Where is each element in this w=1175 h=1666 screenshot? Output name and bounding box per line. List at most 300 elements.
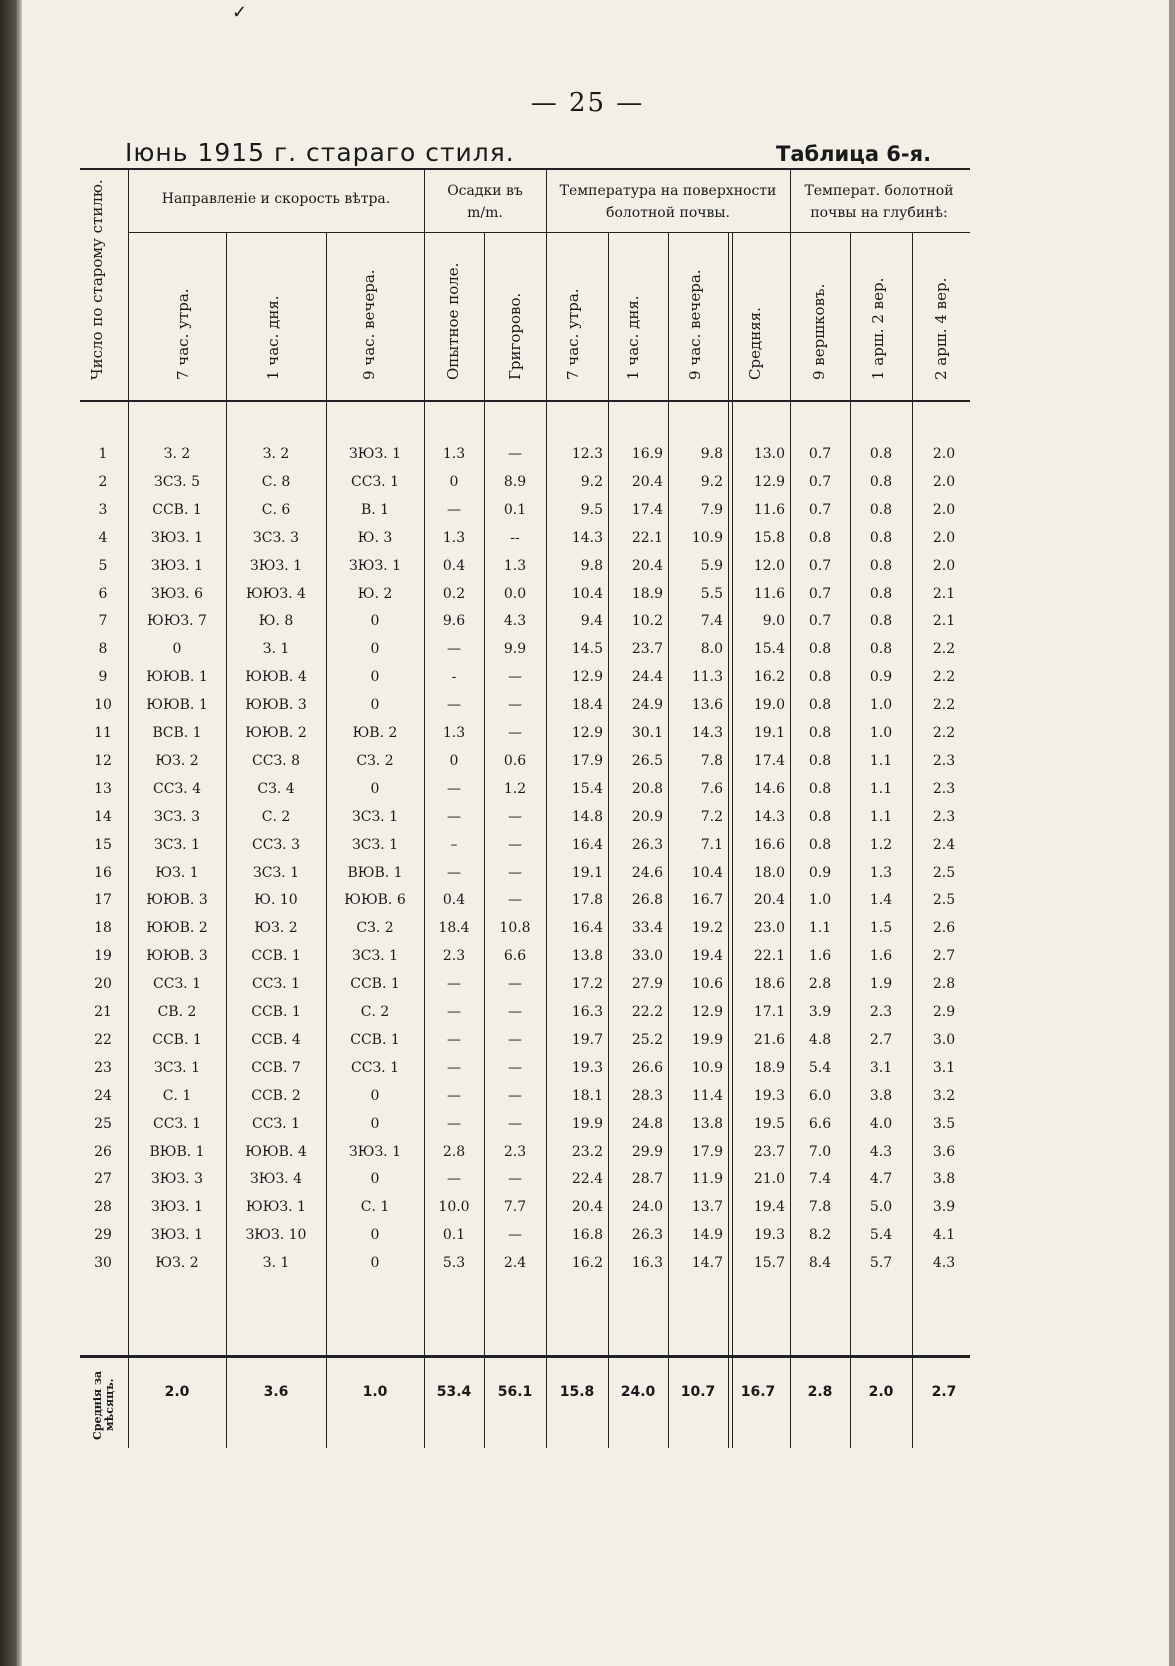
table-cell: 2.2 [932,697,956,714]
table-cell: 19.4 [691,948,723,965]
table-cell: 12.9 [691,1004,723,1020]
table-cell: — [447,1115,461,1132]
table-cell: 2.1 [932,585,956,602]
table-cell: 0 [370,1087,380,1104]
table-cell: 7.4 [808,1171,832,1188]
table-cell: 3.5 [932,1115,956,1132]
table-cell: 26.8 [631,892,663,909]
table-cell: 17.1 [753,1004,785,1020]
table-cell: 4.3 [869,1143,893,1160]
table-cell: 1.1 [869,752,893,769]
rule-col-1 [226,232,227,1448]
table-cell: 23.7 [631,641,663,658]
table-cell: 1.9 [869,976,893,993]
table-cell: 2.4 [932,836,956,853]
table-cell: ЮЮВ. 4 [245,1143,307,1160]
table-cell: ЗСЗ. 1 [154,1059,200,1076]
table-cell: 4.3 [932,1255,956,1272]
table-cell: 2.2 [932,725,956,741]
table-cell: ССВ. 1 [251,948,301,965]
average-cell: 15.8 [559,1384,595,1400]
table-cell: 21.6 [753,1031,785,1048]
rule-header-bottom [80,400,970,402]
table-cell: 6.6 [503,948,527,965]
table-cell: 1.3 [869,864,893,881]
average-cell: 53.4 [436,1384,472,1400]
table-cell: 11.9 [691,1171,723,1188]
table-cell: 20.9 [631,808,663,825]
table-cell: 18.4 [571,697,603,714]
table-cell: — [447,808,461,825]
table-cell: — [508,697,522,714]
table-cell: 13.8 [691,1115,723,1132]
table-cell: З. 1 [262,1255,290,1272]
table-cell: 1.6 [869,948,893,965]
table-cell: ССЗ. 4 [153,780,201,797]
table-cell: 5.4 [869,1227,893,1244]
table-cell: 9.2 [580,473,603,490]
table-cell: ВСВ. 1 [152,725,202,741]
table-cell: 26.5 [631,752,663,769]
table-cell: ССЗ. 1 [252,1115,300,1132]
table-cell: 20.8 [631,780,663,797]
table-cell: 8.0 [700,641,723,658]
table-cell: 9.2 [700,473,723,490]
table-cell: С. 1 [162,1087,192,1104]
table-cell: 0 [370,1227,380,1244]
table-cell: 10.9 [691,529,723,546]
table-cell: 9.6 [442,613,466,630]
table-cell: 19.3 [753,1087,785,1104]
table-cell: 3.0 [932,1031,956,1048]
table-cell: 10.8 [499,920,531,937]
table-cell: 0.8 [808,836,832,853]
table-cell: 3 [98,501,108,518]
rule-depth-sub [790,232,970,233]
average-cell: 56.1 [497,1384,533,1400]
table-cell: 2.8 [808,976,832,993]
table-cell: ССВ. 1 [350,1031,400,1048]
table-cell: 10.9 [691,1059,723,1076]
table-cell: 4.8 [808,1031,832,1048]
table-cell: 12.3 [571,446,603,462]
table-cell: 25.2 [631,1031,663,1048]
table-cell: ЮЮВ. 1 [146,669,208,686]
table-cell: 9.4 [580,613,603,630]
table-cell: З. 1 [262,641,290,658]
table-cell: 9.8 [700,446,723,462]
table-cell: 23.2 [571,1143,603,1160]
table-cell: ЗСЗ. 3 [154,808,200,825]
col-header-precip-grig: Григорово. [506,292,524,380]
table-cell: З. 2 [262,446,290,462]
table-cell: 12.9 [571,669,603,686]
table-cell: 0.7 [808,557,832,574]
table-cell: ССЗ. 1 [351,473,399,490]
table-cell: ЗСЗ. 1 [154,836,200,853]
col-header-temp-1: 1 час. дня. [624,295,642,380]
table-cell: ССЗ. 1 [153,976,201,993]
table-cell: 24 [94,1087,112,1104]
table-cell: 21 [94,1004,112,1020]
table-cell: 15.4 [571,780,603,797]
table-cell: 2.0 [932,446,956,462]
table-cell: 2.4 [503,1255,527,1272]
table-cell: 19.1 [753,725,785,741]
table-cell: ЮЮЗ. 1 [246,1199,306,1216]
table-cell: 1.3 [442,725,466,741]
table-cell: 19.4 [753,1199,785,1216]
table-cell: 0 [172,641,182,658]
table-cell: 6 [98,585,108,602]
table-cell: 24.4 [631,669,663,686]
table-cell: 0.8 [808,669,832,686]
table-cell: 7.7 [503,1199,527,1216]
table-cell: 8.2 [808,1227,832,1244]
table-cell: 3.8 [869,1087,893,1104]
table-cell: 22.4 [571,1171,603,1188]
table-cell: 4.0 [869,1115,893,1132]
table-cell: 16 [94,864,112,881]
table-cell: 2.7 [932,948,956,965]
table-number: Таблица 6-я. [776,142,932,166]
table-cell: СЗ. 2 [356,920,394,937]
table-cell: 10.4 [691,864,723,881]
table-cell: 0.8 [869,557,893,574]
table-cell: ЮЮЗ. 4 [246,585,306,602]
table-cell: 13.7 [691,1199,723,1216]
table-cell: 5.4 [808,1059,832,1076]
average-cell: 16.7 [740,1384,776,1400]
table-cell: 2.7 [869,1031,893,1048]
table-cell: 9.5 [580,501,603,518]
table-cell: 19.3 [753,1227,785,1244]
table-cell: СЗ. 4 [257,780,295,797]
table-cell: 14.9 [691,1227,723,1244]
table-cell: ЗСЗ. 3 [253,529,299,546]
table-cell: 9.8 [580,557,603,574]
table-cell: 1.5 [869,920,893,937]
table-cell: -- [510,529,520,546]
col-header-precip-field: Опытное поле. [444,262,462,380]
col-header-wind-9: 9 час. вечера. [360,269,378,380]
table-cell: ЗЮЗ. 1 [151,1227,203,1244]
table-cell: 0.7 [808,473,832,490]
table-cell: 33.0 [631,948,663,965]
table-cell: — [508,1004,522,1020]
col-header-depth-2a4v: 2 арш. 4 вер. [932,277,950,380]
table-cell: 0.6 [503,752,527,769]
table-cell: ССВ. 7 [251,1059,301,1076]
table-cell: — [508,1171,522,1188]
table-cell: 7 [98,613,108,630]
table-cell: 15.4 [753,641,785,658]
average-cell: 2.0 [868,1384,894,1400]
table-cell: 5.0 [869,1199,893,1216]
table-cell: 10.2 [631,613,663,630]
table-cell: 23.7 [753,1143,785,1160]
table-cell: 4 [98,529,108,546]
table-cell: 13 [94,780,112,797]
averages-label: Среднія за мѣсяцъ. [91,1370,116,1440]
table-cell: 2.3 [932,752,956,769]
table-cell: 24.0 [631,1199,663,1216]
table-cell: 0.7 [808,446,832,462]
table-cell: 7.0 [808,1143,832,1160]
table-cell: 0.8 [869,501,893,518]
table-cell: 21.0 [753,1171,785,1188]
table-cell: 0.7 [808,585,832,602]
table-cell: 17.9 [571,752,603,769]
table-cell: В. 1 [360,501,390,518]
table-cell: ЗСЗ. 1 [352,808,398,825]
table-cell: 3.8 [932,1171,956,1188]
average-cell: 1.0 [362,1384,388,1400]
table-cell: 0 [370,613,380,630]
table-cell: 0.7 [808,501,832,518]
table-cell: ССВ. 1 [152,501,202,518]
table-cell: 7.8 [808,1199,832,1216]
table-cell: ЗСЗ. 5 [154,473,200,490]
table-cell: 16.9 [631,446,663,462]
table-cell: 3.9 [932,1199,956,1216]
table-cell: 19.9 [571,1115,603,1132]
table-cell: ЗЮЗ. 4 [250,1171,302,1188]
col-header-wind-7: 7 час. утра. [174,288,192,380]
table-cell: — [447,976,461,993]
table-cell: 13.8 [571,948,603,965]
table-cell: 2.3 [932,808,956,825]
table-cell: 12 [94,752,112,769]
group-header-depth-temp: Температ. болотной почвы на глубинѣ: [804,183,954,221]
table-cell: 11 [94,725,112,741]
table-cell: — [447,1087,461,1104]
table-cell: — [447,1059,461,1076]
table-cell: 18 [94,920,112,937]
table-cell: 14.6 [753,780,785,797]
table-cell: 2.6 [932,920,956,937]
table-cell: 0.8 [869,473,893,490]
table-cell: 0 [370,669,380,686]
table-cell: 1.0 [869,725,893,741]
table-cell: 25 [94,1115,112,1132]
table-cell: 2.5 [932,864,956,881]
table-cell: 2.2 [932,641,956,658]
table-cell: 8.4 [808,1255,832,1272]
table-cell: 1.0 [869,697,893,714]
col-header-temp-9: 9 час. вечера. [686,269,704,380]
page-edge [1169,0,1175,1666]
table-cell: Ю. 2 [357,585,393,602]
table-cell: — [508,892,522,909]
table-cell: 1 [98,446,108,462]
table-cell: ЗЮЗ. 1 [349,557,401,574]
table-cell: 10.6 [691,976,723,993]
table-cell: 0.9 [808,864,832,881]
table-cell: ЮЗ. 2 [155,752,199,769]
table-cell: — [447,641,461,658]
table-cell: 16.4 [571,920,603,937]
average-cell: 3.6 [263,1384,289,1400]
table-cell: — [508,1115,522,1132]
table-cell: 24.8 [631,1115,663,1132]
table-cell: 0 [370,780,380,797]
table-cell: ССВ. 1 [152,1031,202,1048]
table-cell: ЮЮВ. 3 [146,892,208,909]
table-cell: 30.1 [631,725,663,741]
table-cell: 5.5 [700,585,723,602]
table-cell: ЮВ. 2 [352,725,398,741]
table-cell: 0 [370,1255,380,1272]
table-cell: 14.3 [571,529,603,546]
table-cell: 19.3 [571,1059,603,1076]
table-cell: ЗСЗ. 1 [253,864,299,881]
table-cell: 0.8 [869,613,893,630]
table-cell: 16.8 [571,1227,603,1244]
table-cell: ЗЮЗ. 1 [151,529,203,546]
col-header-depth-9v: 9 вершковъ. [810,283,828,380]
average-cell: 2.8 [807,1384,833,1400]
table-cell: 26.3 [631,1227,663,1244]
table-cell: 14.3 [753,808,785,825]
table-cell: 1.1 [808,920,832,937]
table-cell: 26 [94,1143,112,1160]
table-cell: 9 [98,669,108,686]
table-cell: 17 [94,892,112,909]
table-cell: 1.2 [869,836,893,853]
book-spine-shadow [0,0,22,1666]
table-cell: 16.2 [571,1255,603,1272]
table-cell: 3.2 [932,1087,956,1104]
table-cell: 1.4 [869,892,893,909]
table-cell: ЗЮЗ. 6 [151,585,203,602]
table-cell: Ю. 8 [258,613,294,630]
table-cell: — [508,1059,522,1076]
table-cell: 3.6 [932,1143,956,1160]
table-cell: СВ. 2 [157,1004,197,1020]
table-cell: 11.3 [691,669,723,686]
table-cell: 0.8 [869,641,893,658]
table-cell: 29 [94,1227,112,1244]
table-cell: ССЗ. 3 [252,836,300,853]
table-cell: 0.8 [808,529,832,546]
table-cell: 1.0 [808,892,832,909]
table-cell: 10.0 [438,1199,470,1216]
table-cell: 16.3 [571,1004,603,1020]
average-cell: 10.7 [680,1384,716,1400]
table-cell: 4.7 [869,1171,893,1188]
table-cell: 2.9 [932,1004,956,1020]
table-cell: 0 [370,641,380,658]
table-cell: 19.9 [691,1031,723,1048]
table-cell: 0.8 [808,752,832,769]
table-cell: ЗСЗ. 1 [352,948,398,965]
table-cell: ЗЮЗ. 1 [151,557,203,574]
table-cell: 18.4 [438,920,470,937]
table-cell: — [508,1031,522,1048]
table-cell: ЮЮЗ. 7 [147,613,207,630]
table-cell: 2.3 [869,1004,893,1020]
table-cell: 11.4 [691,1087,723,1104]
table-cell: ЮЮВ. 4 [245,669,307,686]
table-cell: ССВ. 2 [251,1087,301,1104]
table-cell: ЮЗ. 2 [155,1255,199,1272]
table-cell: 1.6 [808,948,832,965]
table-cell: 19 [94,948,112,965]
table-cell: 15.7 [753,1255,785,1272]
table-cell: ССЗ. 1 [252,976,300,993]
table-cell: 15.8 [753,529,785,546]
table-cell: 19.5 [753,1115,785,1132]
average-cell: 2.7 [931,1384,957,1400]
table-cell: 14.5 [571,641,603,658]
table-cell: ЮЗ. 1 [155,864,199,881]
table-cell: 19.7 [571,1031,603,1048]
table-cell: 23.0 [753,920,785,937]
table-cell: 16.6 [753,836,785,853]
table-cell: 7.2 [700,808,723,825]
table-cell: ССВ. 4 [251,1031,301,1048]
table-cell: С. 2 [360,1004,390,1020]
table-cell: 2.0 [932,557,956,574]
table-cell: 0.8 [808,780,832,797]
col-header-temp-7: 7 час. утра. [564,288,582,380]
table-cell: 3.9 [808,1004,832,1020]
table-cell: 2.3 [503,1143,527,1160]
group-header-wind: Направленіе и скорость вѣтра. [161,191,391,207]
table-cell: 1.1 [869,780,893,797]
table-cell: Ю. 3 [357,529,393,546]
table-title: Іюнь 1915 г. стараго стиля. [125,138,515,167]
table-cell: ЗЮЗ. 3 [151,1171,203,1188]
table-cell: 0.1 [503,501,527,518]
table-cell: ЮЮВ. 1 [146,697,208,714]
table-cell: 2 [98,473,108,490]
table-cell: — [508,976,522,993]
table-cell: ССЗ. 1 [153,1115,201,1132]
table-cell: 8.9 [503,473,527,490]
table-cell: 0.1 [442,1227,466,1244]
table-cell: 0 [370,1171,380,1188]
average-cell: 2.0 [164,1384,190,1400]
table-cell: — [447,697,461,714]
table-cell: 2.1 [932,613,956,630]
table-cell: 0 [449,752,459,769]
table-cell: 7.6 [700,780,723,797]
table-cell: 2.0 [932,501,956,518]
table-cell: 4.1 [932,1227,956,1244]
table-cell: 3.1 [932,1059,956,1076]
table-cell: 0.8 [808,697,832,714]
table-cell: — [447,864,461,881]
table-cell: 14 [94,808,112,825]
table-cell: 28 [94,1199,112,1216]
rule-averages-top [80,1355,970,1358]
table-cell: ЗЮЗ. 1 [349,446,401,462]
table-cell: 12.9 [571,725,603,741]
table-cell: ВЮВ. 1 [347,864,403,881]
table-cell: 27.9 [631,976,663,993]
average-cell: 24.0 [620,1384,656,1400]
table-cell: 0.4 [442,892,466,909]
col-header-temp-avg: Средняя. [746,307,764,380]
table-cell: 3.1 [869,1059,893,1076]
table-cell: ЮЮВ. 2 [245,725,307,741]
table-cell: 16.4 [571,836,603,853]
table-cell: 0 [370,1115,380,1132]
table-cell: 2.8 [442,1143,466,1160]
table-cell: — [508,725,522,741]
